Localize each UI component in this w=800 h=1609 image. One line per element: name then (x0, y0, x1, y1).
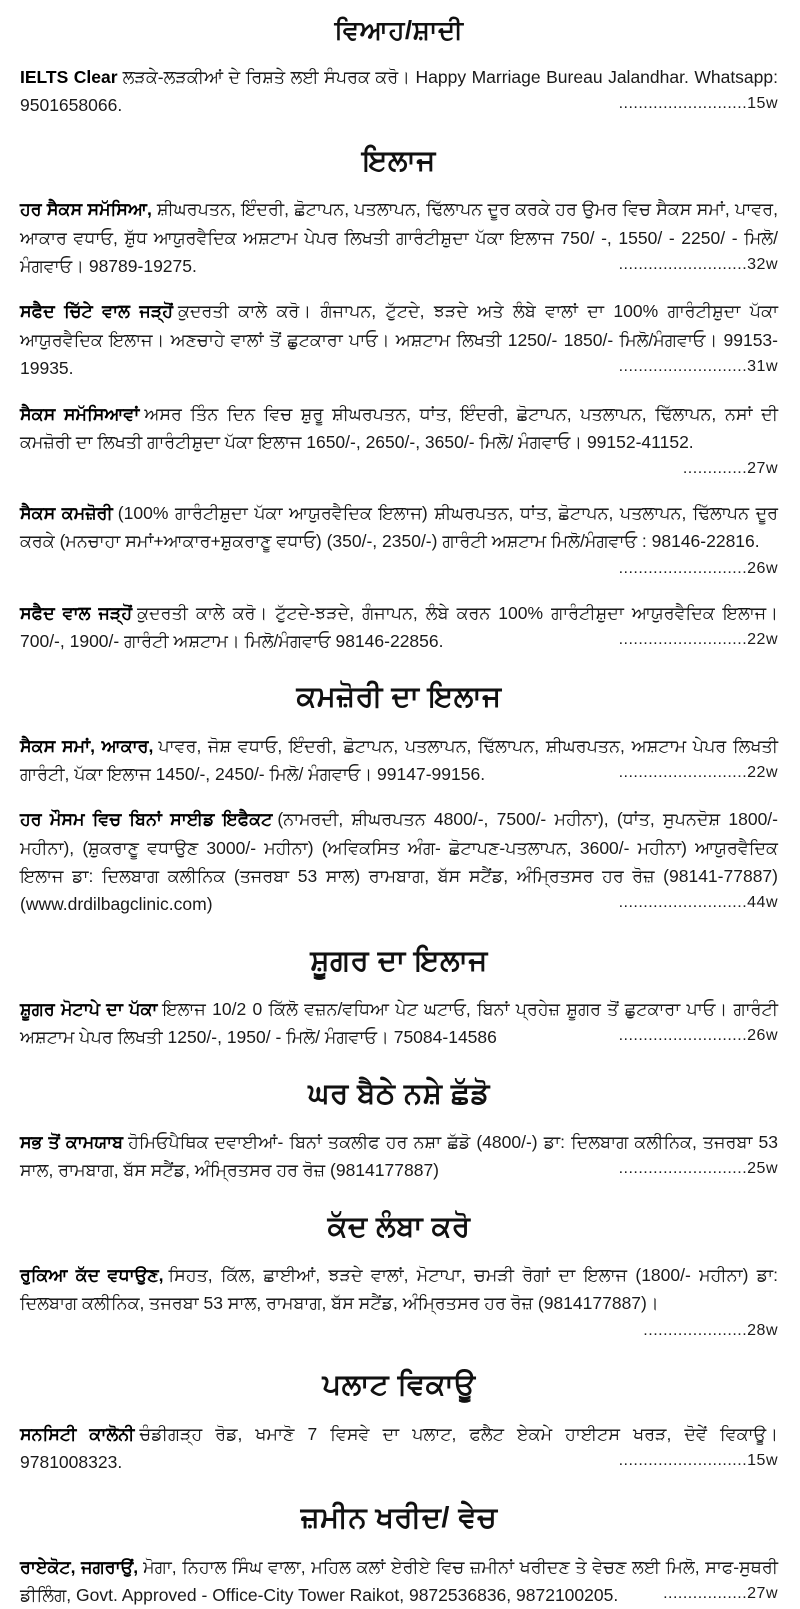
ad-body-text: ਮੋਗਾ, ਨਿਹਾਲ ਸਿੰਘ ਵਾਲਾ, ਮਹਿਲ ਕਲਾਂ ਏਰੀਏ ਵਿਚ ਜ਼ਮੀਨਾਂ ਖਰੀਦਣ ਤੇ ਵੇਚਣ ਲਈ ਮਿਲੋ, ਸਾਫ-ਸੁਥਰੀ ਡੀਲਿੰਗ, Govt. Approved - Office-City Tower Raikot, 9872536836, 9872100205. (20, 1556, 778, 1605)
classified-ad (20, 400, 778, 483)
classified-ad (20, 63, 778, 120)
section-heading: ਵਿਆਹ/ਸ਼ਾਦੀ (334, 15, 464, 45)
classified-ad (20, 297, 778, 382)
classified-ad (20, 1128, 778, 1185)
ad-lead-text: ਹਰ ਮੌਸਮ ਵਿਚ ਬਿਨਾਂ ਸਾਈਡ ਇਫੈਕਟ (20, 809, 273, 830)
word-count-leader: ..........................32w (618, 256, 778, 274)
ad-lead-text: ਸੈਕਸ ਸਮੱਸਿਆਵਾਂ (20, 403, 140, 424)
classified-section (20, 1076, 778, 1185)
word-count-leader: .....................28w (643, 1321, 778, 1339)
ad-lead-text: ਸਨਸਿਟੀ ਕਾਲੋਨੀ (20, 1423, 135, 1444)
section-heading: ਸ਼ੂਗਰ ਦਾ ਇਲਾਜ (310, 944, 488, 977)
word-count-leader: ..........................22w (618, 631, 778, 649)
ad-body-text: (ਨਾਮਰਦੀ, ਸ਼ੀਘਰਪਤਨ 4800/-, 7500/- ਮਹੀਨਾ), (ਧਾਂਤ, ਸੁਪਨਦੋਸ਼ 1800/- ਮਹੀਨਾ), (ਸ਼ੁਕਰਾਣੂ ਵਧਾਉਣ 3000/- ਮਹੀਨਾ) (ਅਵਿਕਸਿਤ ਅੰਗ- ਛੋਟਾਪਣ-ਪਤਲਾਪਨ, 3600/- ਮਹੀਨਾ) ਆਯੁਰਵੈਦਿਕ ਇਲਾਜ ਡਾ: ਦਿਲਬਾਗ ਕਲੀਨਿਕ (ਤਜਰਬਾ 53 ਸਾਲ) ਰਾਮਬਾਗ, ਬੱਸ ਸਟੈਂਡ, ਅੰਮ੍ਰਿਤਸਰ ਹਰ ਰੋਜ਼ (98141-77887) (www.drdilbagclinic.com) (20, 809, 778, 915)
ad-lead-text: ਹਰ ਸੈਕਸ ਸਮੱਸਿਆ, (20, 199, 152, 220)
ad-body-text: ਲੜਕੇ-ਲੜਕੀਆਂ ਦੇ ਰਿਸ਼ਤੇ ਲਈ ਸੰਪਰਕ ਕਰੋ। Happy Marriage Bureau Jalandhar. Whatsapp: 9501658066. (20, 66, 778, 115)
classified-ad (20, 1261, 778, 1344)
ad-body-text: ਪਾਵਰ, ਜੋਸ਼ ਵਧਾਓ, ਇੰਦਰੀ, ਛੋਟਾਪਨ, ਪਤਲਾਪਨ, ਢਿੱਲਾਪਨ, ਸ਼ੀਘਰਪਤਨ, ਅਸ਼ਟਾਮ ਪੇਪਰ ਲਿਖਤੀ ਗਾਰੰਟੀ, ਪੱਕਾ ਇਲਾਜ 1450/-, 2450/- ਮਿਲੋ/ ਮੰਗਵਾਓ। 99147-99156. (20, 735, 778, 784)
classifieds-page (20, 14, 778, 1609)
section-heading: ਕਮਜ਼ੋਰੀ ਦਾ ਇਲਾਜ (296, 681, 502, 714)
classified-ad (20, 1553, 778, 1609)
ad-lead-text: IELTS Clear (20, 66, 118, 87)
section-heading: ਘਰ ਬੈਠੇ ਨਸ਼ੇ ਛੱਡੋ (308, 1077, 490, 1110)
ad-lead-text: ਸਫੈਦ ਵਾਲ ਜੜ੍ਹੋਂ (20, 602, 133, 623)
classified-ad (20, 599, 778, 656)
word-count-leader: .............27w (682, 460, 778, 478)
ad-lead-text: ਸਭ ਤੋਂ ਕਾਮਯਾਬ (20, 1131, 124, 1152)
word-count-leader: .................27w (663, 1584, 778, 1602)
classified-ad (20, 499, 778, 582)
classified-section (20, 1209, 778, 1344)
ad-lead-text: ਸਫੈਦ ਚਿੱਟੇ ਵਾਲ ਜੜ੍ਹੋਂ (20, 301, 173, 322)
word-count-leader: ..........................15w (618, 94, 778, 112)
ad-body-text: ਚੰਡੀਗੜ੍ਹ ਰੋਡ, ਖਮਾਣੋ 7 ਵਿਸਵੇ ਦਾ ਪਲਾਟ, ਫਲੈਟ ਏਕਮੇ ਹਾਈਟਸ ਖਰੜ, ਦੋਵੇਂ ਵਿਕਾਊ। 9781008323. (20, 1423, 778, 1472)
classified-ad (20, 995, 778, 1052)
section-heading: ਪਲਾਟ ਵਿਕਾਊ (322, 1369, 476, 1402)
classified-section (20, 1367, 778, 1476)
word-count-leader: ..........................26w (618, 1027, 778, 1045)
classified-ad (20, 805, 778, 918)
ad-lead-text: ਸ਼ੂਗਰ ਮੋਟਾਪੇ ਦਾ ਪੱਕਾ (20, 998, 158, 1019)
classified-ad (20, 195, 778, 280)
ad-body-text: ਸ਼ੀਘਰਪਤਨ, ਇੰਦਰੀ, ਛੋਟਾਪਨ, ਪਤਲਾਪਨ, ਢਿੱਲਾਪਨ ਦੂਰ ਕਰਕੇ ਹਰ ਉਮਰ ਵਿਚ ਸੈਕਸ ਸਮਾਂ, ਪਾਵਰ, ਆਕਾਰ ਵਧਾਓ, ਸ਼ੁੱਧ ਆਯੁਰਵੈਦਿਕ ਅਸ਼ਟਾਮ ਪੇਪਰ ਲਿਖਤੀ ਗਾਰੰਟੀਸ਼ੁਦਾ ਪੱਕਾ ਇਲਾਜ 750/ -, 1550/ - 2250/ - ਮਿਲੋ/ ਮੰਗਵਾਓ। 98789-19275. (20, 199, 778, 277)
word-count-leader: ..........................25w (618, 1160, 778, 1178)
ad-lead-text: ਰੁਕਿਆ ਕੱਦ ਵਧਾਉਣ, (20, 1264, 164, 1285)
classified-section (20, 14, 778, 119)
word-count-leader: ..........................15w (618, 1452, 778, 1469)
classified-ad (20, 732, 778, 789)
classified-ad (20, 1420, 778, 1477)
ad-body-text: (100% ਗਾਰੰਟੀਸ਼ੁਦਾ ਪੱਕਾ ਆਯੁਰਵੈਦਿਕ ਇਲਾਜ) ਸ਼ੀਘਰਪਤਨ, ਧਾਂਤ, ਛੋਟਾਪਨ, ਪਤਲਾਪਨ, ਢਿੱਲਾਪਨ ਦੂਰ ਕਰਕੇ (ਮਨਚਾਹਾ ਸਮਾਂ+ਆਕਾਰ+ਸ਼ੁਕਰਾਣੂ ਵਧਾਓ) (350/-, 2350/-) ਗਾਰੰਟੀ ਅਸ਼ਟਾਮ ਮਿਲੋ/ਮੰਗਵਾਓ : 98146-22816. (20, 503, 779, 552)
ad-body-text: ਹੋਮਿਓਪੈਥਿਕ ਦਵਾਈਆਂ- ਬਿਨਾਂ ਤਕਲੀਫ ਹਰ ਨਸ਼ਾ ਛੱਡੋ (4800/-) ਡਾ: ਦਿਲਬਾਗ ਕਲੀਨਿਕ, ਤਜਰਬਾ 53 ਸਾਲ, ਰਾਮਬਾਗ, ਬੱਸ ਸਟੈਂਡ, ਅੰਮ੍ਰਿਤਸਰ ਹਰ ਰੋਜ਼ (9814177887) (20, 1131, 778, 1181)
ad-lead-text: ਰਾਏਕੋਟ, ਜਗਰਾਉਂ, (20, 1556, 139, 1577)
ad-body-text: ਅਸਰ ਤਿੰਨ ਦਿਨ ਵਿਚ ਸ਼ੁਰੂ ਸ਼ੀਘਰਪਤਨ, ਧਾਂਤ, ਇੰਦਰੀ, ਛੋਟਾਪਨ, ਪਤਲਾਪਨ, ਢਿੱਲਾਪਨ, ਨਸਾਂ ਦੀ ਕਮਜ਼ੋਰੀ ਦਾ ਲਿਖਤੀ ਗਾਰੰਟੀਸ਼ੁਦਾ ਪੱਕਾ ਇਲਾਜ 1650/-, 2650/-, 3650/- ਮਿਲੋ/ ਮੰਗਵਾਓ। 99152-41152. (20, 403, 778, 452)
ad-body-text: ਕੁਦਰਤੀ ਕਾਲੇ ਕਰੋ। ਟੁੱਟਦੇ-ਝੜਦੇ, ਗੰਜਾਪਨ, ਲੰਬੇ ਕਰਨ 100% ਗਾਰੰਟੀਸ਼ੁਦਾ ਆਯੁਰਵੈਦਿਕ ਇਲਾਜ। 700/-, 1900/- ਗਾਰੰਟੀ ਅਸ਼ਟਾਮ। ਮਿਲੋ/ਮੰਗਵਾਓ 98146-22856. (20, 602, 778, 652)
word-count-leader: ..........................44w (618, 894, 778, 912)
word-count-leader: ..........................31w (618, 358, 778, 376)
section-heading: ਜ਼ਮੀਨ ਖਰੀਦ/ ਵੇਚ (300, 1502, 498, 1535)
classified-section (20, 679, 778, 918)
ad-lead-text: ਸੈਕਸ ਸਮਾਂ, ਆਕਾਰ, (20, 735, 154, 756)
word-count-leader: ..........................26w (618, 559, 778, 577)
ad-body-text: ਕੁਦਰਤੀ ਕਾਲੇ ਕਰੋ। ਗੰਜਾਪਨ, ਟੁੱਟਦੇ, ਝੜਦੇ ਅਤੇ ਲੰਬੇ ਵਾਲਾਂ ਦਾ 100% ਗਾਰੰਟੀਸ਼ੁਦਾ ਪੱਕਾ ਆਯੁਰਵੈਦਿਕ ਇਲਾਜ। ਅਣਚਾਹੇ ਵਾਲਾਂ ਤੋਂ ਛੁਟਕਾਰਾ ਪਾਓ। ਅਸ਼ਟਾਮ ਲਿਖਤੀ 1250/- 1850/- ਮਿਲੋ/ਮੰਗਵਾਓ। 99153-19935. (20, 301, 779, 379)
classified-section (20, 143, 778, 655)
ad-lead-text: ਸੈਕਸ ਕਮਜ਼ੋਰੀ (20, 503, 113, 524)
classified-section (20, 943, 778, 1052)
section-heading: ਇਲਾਜ (362, 145, 436, 178)
word-count-leader: ..........................22w (618, 763, 778, 781)
classified-section (20, 1500, 778, 1609)
ad-body-text: ਇਲਾਜ 10/2 0 ਕਿੱਲੋ ਵਜ਼ਨ/ਵਧਿਆ ਪੇਟ ਘਟਾਓ, ਬਿਨਾਂ ਪ੍ਰਹੇਜ਼ ਸ਼ੂਗਰ ਤੋਂ ਛੁਟਕਾਰਾ ਪਾਓ। ਗਾਰੰਟੀ ਅਸ਼ਟਾਮ ਪੇਪਰ ਲਿਖਤੀ 1250/-, 1950/ - ਮਿਲੋ/ ਮੰਗਵਾਓ। 75084-14586 (20, 998, 778, 1048)
section-heading: ਕੱਦ ਲੰਬਾ ਕਰੋ (327, 1210, 471, 1243)
ad-body-text: ਸਿਹਤ, ਕਿੱਲ, ਛਾਈਆਂ, ਝੜਦੇ ਵਾਲਾਂ, ਮੋਟਾਪਾ, ਚਮੜੀ ਰੋਗਾਂ ਦਾ ਇਲਾਜ (1800/- ਮਹੀਨਾ) ਡਾ: ਦਿਲਬਾਗ ਕਲੀਨਿਕ, ਤਜਰਬਾ 53 ਸਾਲ, ਰਾਮਬਾਗ, ਬੱਸ ਸਟੈਂਡ, ਅੰਮ੍ਰਿਤਸਰ ਹਰ ਰੋਜ਼ (9814177887)। (20, 1264, 778, 1314)
